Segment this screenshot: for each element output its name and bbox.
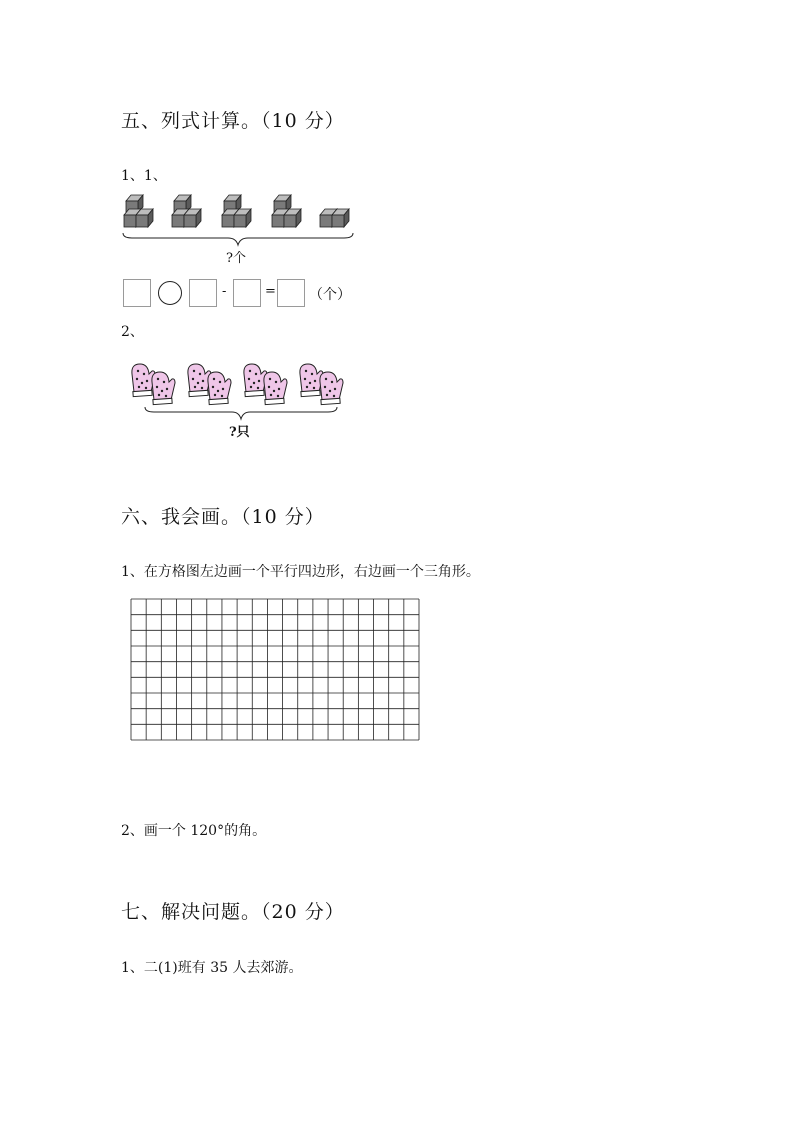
mitten-pair-4 — [300, 364, 343, 405]
section-7-title: 七、解决问题。（20 分） — [121, 901, 345, 923]
question-6-1-text: 1、在方格图左边画一个平行四边形，右边画一个三角形。 — [121, 564, 480, 580]
answer-box-1[interactable] — [123, 279, 151, 307]
cube-group-5 — [320, 209, 349, 227]
question-5-2-label: 2、 — [121, 324, 144, 340]
mittens-illustration — [128, 358, 348, 408]
question-6-2-text: 2、画一个 120°的角。 — [121, 823, 267, 839]
mitten-pair-2 — [188, 364, 231, 405]
question-7-1-text: 1、二(1)班有 35 人去郊游。 — [121, 960, 303, 976]
equals-sign: = — [265, 284, 276, 299]
cube-group-3 — [222, 195, 251, 227]
brace-2-label: ?只 — [229, 425, 250, 440]
answer-box-4[interactable] — [277, 279, 305, 307]
cube-group-4 — [272, 195, 301, 227]
brace-1-label: ?个 — [226, 251, 246, 266]
section-5-title: 五、列式计算。（10 分） — [121, 110, 345, 132]
mitten-pair-3 — [244, 364, 287, 405]
operator-circle[interactable] — [158, 281, 182, 305]
answer-box-3[interactable] — [233, 279, 261, 307]
unit-label: （个） — [309, 287, 351, 303]
drawing-grid[interactable] — [130, 598, 420, 741]
cube-group-2 — [172, 195, 201, 227]
cube-group-1 — [124, 195, 153, 227]
question-5-1-label: 1、1、 — [121, 168, 167, 184]
answer-box-2[interactable] — [189, 279, 217, 307]
minus-sign: - — [222, 284, 227, 299]
cubes-illustration — [118, 195, 358, 235]
section-6-title: 六、我会画。（10 分） — [121, 506, 325, 528]
mitten-pair-1 — [132, 364, 175, 405]
brace-1 — [122, 232, 354, 248]
brace-2 — [144, 406, 338, 422]
